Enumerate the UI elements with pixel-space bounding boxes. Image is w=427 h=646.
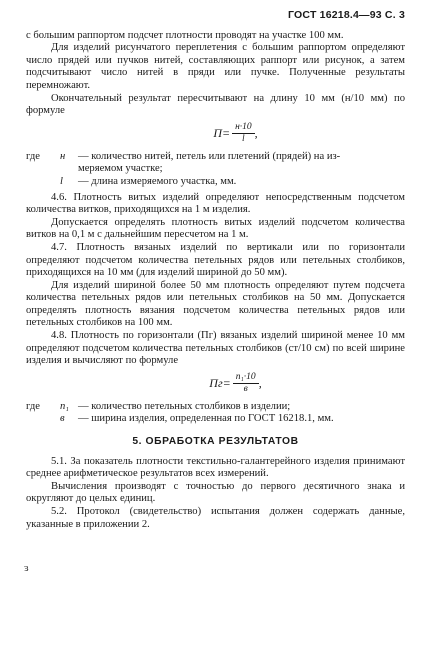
where-line-2 <box>26 413 405 426</box>
paragraph-4-8: 4.8. Плотность по горизонтали (Пг) вязаных изделий шириной менее 10 мм определяют подсчетом количества петельных столбиков (ст/10 см) по всей ширине изделия и вычисляют по формуле <box>26 330 405 367</box>
margin-mark: ɜ <box>24 562 29 574</box>
formula-numerator: н·10 <box>232 122 255 134</box>
where-block-2 <box>26 401 405 414</box>
paragraph-4-7b: Для изделий шириной более 50 мм плотность определяют путем подсчета количества петельных рядов или петельных столбиков на 50 мм. Допускается определять плотность вязания подсчетом количества петельных рядов или петельных столбиков на 100 мм. <box>26 279 405 329</box>
paragraph-4-7: 4.7. Плотность вязаных изделий по вертикали или по горизонтали определяют подсчетом количества петельных рядов или петельных столбиков, приходящихся на 10 мм (для изделий шириной до 50 мм). <box>26 241 405 279</box>
paragraph-4-6: 4.6. Плотность витых изделий определяют непосредственным подсчетом количества витков, приходящихся на 1 м изделия. <box>26 191 405 216</box>
paragraph-recalc: Окончательный результат пересчитывают на длину 10 мм (н/10 мм) по формуле <box>26 92 405 117</box>
where-line-2 <box>26 176 405 189</box>
where-symbol: н <box>60 150 66 162</box>
paragraph-continued: с большим раппортом подсчет плотности проводят на участке 100 мм. <box>26 29 344 41</box>
where-symbol: n₁ <box>60 400 69 412</box>
paragraph-pattern-weave: Для изделий рисунчатого переплетения с большим раппортом определяют число прядей или пучков нитей, составляющих раппорт или рисунок, а затем подсчитывают число нитей в пряди или пучке. Полученные результаты перемножают. <box>26 42 405 91</box>
where-definition: — количество петельных столбиков в изделии; <box>78 400 291 412</box>
formula-lhs: П= <box>213 125 231 140</box>
where-lead: где <box>26 150 40 162</box>
page-header: ГОСТ 16218.4—93 С. 3 <box>288 9 405 21</box>
formula-denominator: в <box>243 383 248 394</box>
formula-denominator: l <box>242 133 245 144</box>
formula-lhs: Пг= <box>209 376 231 391</box>
where-definition-cont: меряемом участке; <box>78 163 163 175</box>
where-block-1 <box>26 151 405 164</box>
formula-fraction <box>233 372 259 395</box>
formula-tail: , <box>254 125 258 140</box>
where-definition: — ширина изделия, определенная по ГОСТ 16218.1, мм. <box>78 413 334 425</box>
formula-horizontal-density <box>66 372 405 395</box>
section-heading: 5. ОБРАБОТКА РЕЗУЛЬТАТОВ <box>132 436 299 448</box>
paragraph-5-2: 5.2. Протокол (свидетельство) испытания должен содержать данные, указанные в приложении 2. <box>26 506 405 530</box>
formula-numerator: n₁·10 <box>233 372 259 384</box>
where-definition: — длина измеряемого участка, мм. <box>78 175 237 187</box>
where-lead: где <box>26 400 40 412</box>
formula-fraction <box>232 122 255 145</box>
where-definition: — количество нитей, петель или плетений (прядей) на из- <box>78 150 341 162</box>
formula-tail: , <box>258 376 262 391</box>
paragraph-5-1b: Вычисления производят с точностью до первого десятичного знака и округляют до целых единиц. <box>26 480 405 505</box>
where-symbol: l <box>60 175 63 187</box>
where-symbol: в <box>60 413 65 425</box>
paragraph-5-1: 5.1. За показатель плотности текстильно-галантерейного изделия принимают среднее арифметическое результатов всех измерений. <box>26 455 405 480</box>
paragraph-4-6b: Допускается определять плотность витых изделий подсчетом количества витков на 0,1 м с дальнейшим пересчетом на 1 м. <box>26 216 405 241</box>
formula-density <box>66 122 405 145</box>
